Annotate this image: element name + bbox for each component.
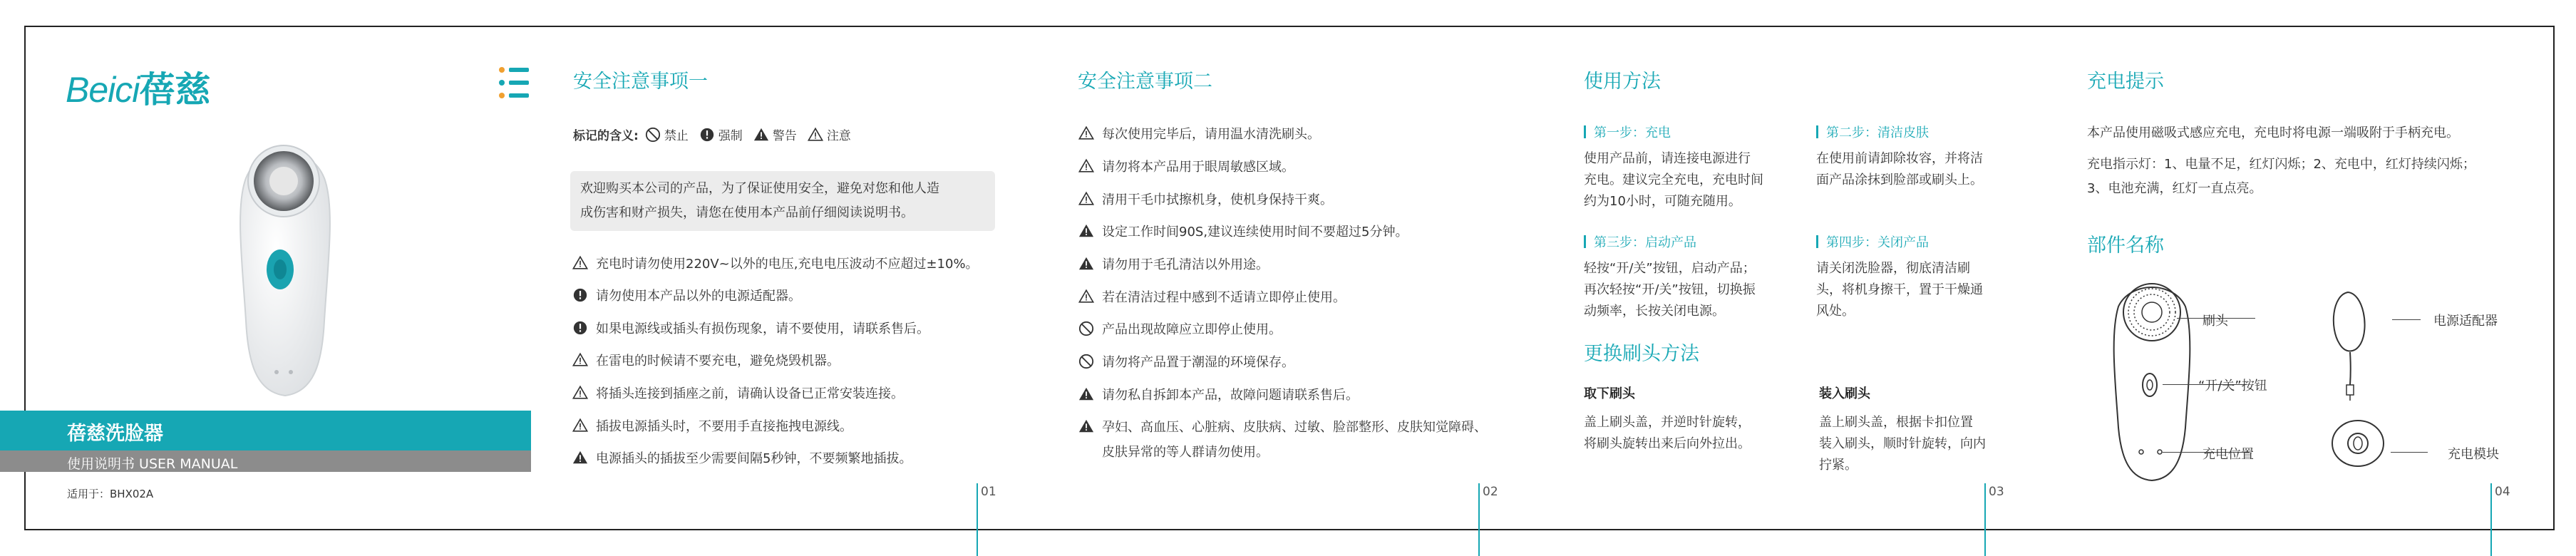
safety1-title: 安全注意事项一 (573, 71, 708, 93)
warning-filled-icon (753, 127, 770, 143)
remove-line: 盖上刷头盖，并逆时针旋转， (1584, 415, 1751, 430)
adapter-diagram (2327, 285, 2391, 406)
item-text: 设定工作时间90S,建议连续使用时间不要超过5分钟。 (1102, 225, 1408, 240)
item-text: 在雷电的时候请不要充电，避免烧毁机器。 (596, 354, 840, 369)
page-marker-line (1478, 483, 1480, 556)
step-line: 约为10小时，可随充随用。 (1584, 194, 1741, 209)
warning-filled-icon (1078, 386, 1095, 402)
safety-item (572, 351, 840, 369)
prohibit-icon (1078, 354, 1095, 369)
step-label: 第四步：关闭产品 (1826, 235, 1929, 250)
item-text: 充电时请勿使用220V~以外的电压,充电电压波动不应超过±10%。 (596, 257, 979, 272)
safety-item (1078, 385, 1359, 403)
safety2-title: 安全注意事项二 (1078, 71, 1212, 93)
page-marker-line (977, 483, 978, 556)
step-bar (1584, 235, 1586, 248)
caution-icon (572, 385, 589, 401)
part-charge-module: 充电模块 (2448, 447, 2499, 462)
page-number: 04 (2495, 485, 2510, 499)
brand-latin: Beici (66, 70, 140, 110)
step-text (1584, 148, 1763, 212)
step-label: 第三步：启动产品 (1594, 235, 1696, 250)
step-bar (1584, 125, 1586, 138)
item-text: 皮肤异常的等人群请勿使用。 (1102, 445, 1269, 460)
step-label: 第二步：清洁皮肤 (1826, 125, 1929, 140)
safety-item (1078, 190, 1333, 208)
warning-filled-icon (572, 450, 589, 465)
safety-item (1078, 222, 1408, 240)
part-charge-position: 充电位置 (2203, 447, 2254, 462)
charging-line: 3、电池充满，红灯一直点亮。 (2087, 181, 2262, 196)
charging-line: 充电指示灯：1、电量不足，红灯闪烁；2、充电中，红灯持续闪烁； (2087, 157, 2475, 172)
step-line: 充电。建议完全充电，充电时间 (1584, 173, 1763, 187)
item-text: 产品出现故障应立即停止使用。 (1102, 322, 1282, 337)
prohibit-icon (644, 127, 661, 143)
item-text: 孕妇、高血压、心脏病、皮肤病、过敏、脸部整形、皮肤知觉障碍、 (1102, 420, 1487, 435)
safety-item (572, 254, 979, 272)
step-line: 使用产品前，请连接电源进行 (1584, 151, 1751, 166)
prohibit-icon (1078, 321, 1095, 336)
charging-line: 本产品使用磁吸式感应充电，充电时将电源一端吸附于手柄充电。 (2087, 125, 2459, 140)
intro-line: 成伤害和财产损失，请您在使用本产品前仔细阅读说明书。 (580, 205, 914, 220)
page-marker-line (2490, 483, 2492, 556)
manual-label: 使用说明书 USER MANUAL (67, 456, 238, 472)
step-2 (1816, 123, 2030, 215)
item-text: 清用干毛巾拭擦机身，使机身保持干爽。 (1102, 192, 1333, 207)
item-text: 将插头连接到插座之前，请确认设备已正常安装连接。 (596, 386, 904, 401)
intro-line: 欢迎购买本公司的产品，为了保证使用安全，避免对您和他人造 (580, 181, 939, 196)
step-line: 轻按“开/关”按钮，启动产品； (1584, 261, 1756, 276)
item-text: 插拔电源插头时，不要用手直接拖拽电源线。 (596, 419, 852, 434)
product-illustration (214, 135, 356, 406)
safety-item (572, 383, 904, 402)
charge-module-diagram (2327, 413, 2391, 478)
warning-filled-icon (1078, 418, 1095, 434)
remove-line: 将刷头旋转出来后向外拉出。 (1584, 436, 1751, 451)
mandatory-icon (572, 320, 589, 336)
model-line: 适用于：BHX02A (67, 488, 154, 500)
legend-text: 强制 (718, 129, 743, 143)
page-number: 02 (1483, 485, 1498, 499)
item-text: 请勿将本产品用于眼周敏感区域。 (1102, 160, 1294, 175)
safety-item (1078, 254, 1269, 273)
caution-icon (572, 352, 589, 368)
safety-item (572, 286, 801, 304)
step-line: 动频率，长按关闭电源。 (1584, 304, 1725, 319)
section-marker-icon (498, 66, 530, 100)
item-text: 每次使用完毕后，请用温水清洗刷头。 (1102, 127, 1320, 142)
caution-icon (807, 127, 824, 143)
legend-text: 警告 (772, 129, 797, 143)
usage-panel (1581, 0, 2037, 556)
intro-box (570, 171, 995, 231)
brand-cn: 蓓慈 (139, 69, 211, 110)
install-line: 装入刷头，顺时针旋转，向内 (1819, 436, 1986, 451)
leader-line (2391, 452, 2428, 453)
safety-item (1078, 352, 1294, 371)
item-text: 请勿使用本产品以外的电源适配器。 (596, 289, 801, 304)
step-line: 头，将机身擦干，置于干燥通 (1816, 282, 1983, 297)
safety-item (1078, 287, 1346, 306)
caution-icon (1078, 289, 1095, 304)
item-text: 若在清洁过程中感到不适请立即停止使用。 (1102, 290, 1346, 305)
step-3 (1584, 232, 1798, 325)
legend-row (573, 125, 851, 143)
part-power-button: “开/关”按钮 (2198, 379, 2267, 393)
step-4 (1816, 232, 2030, 325)
install-line: 盖上刷头盖，根据卡扣位置 (1819, 415, 1973, 430)
part-brush-head: 刷头 (2203, 314, 2228, 329)
caution-icon (1078, 125, 1095, 141)
parts-title: 部件名称 (2087, 235, 2164, 257)
step-text (1816, 148, 1983, 191)
safety-item (572, 319, 929, 337)
safety-item (1078, 417, 1487, 436)
safety-item-continuation (1102, 442, 1269, 460)
cover-subtitle-band (0, 451, 531, 472)
step-text (1584, 258, 1756, 322)
caution-icon (1078, 191, 1095, 207)
mandatory-icon (699, 127, 716, 143)
safety-item (572, 416, 852, 435)
page-number: 01 (981, 485, 996, 499)
caution-icon (572, 418, 589, 433)
safety-item (1078, 319, 1282, 338)
brand-logo (66, 61, 210, 113)
mandatory-icon (572, 287, 589, 303)
install-title: 装入刷头 (1819, 386, 1870, 401)
step-bar (1816, 125, 1818, 138)
step-bar (1816, 235, 1818, 248)
page-number: 03 (1989, 485, 2004, 499)
charging-title: 充电提示 (2087, 71, 2164, 93)
cover-title-band (0, 411, 531, 451)
cover-panel (0, 0, 531, 556)
warning-filled-icon (1078, 223, 1095, 239)
install-text (1819, 412, 1986, 476)
safety-item (572, 448, 912, 467)
step-line: 请关闭洗脸器，彻底清洁刷 (1816, 261, 1970, 276)
step-1 (1584, 123, 1798, 215)
item-text: 请勿用于毛孔清洁以外用途。 (1102, 257, 1269, 272)
replace-title: 更换刷头方法 (1584, 343, 1699, 365)
remove-title: 取下刷头 (1584, 386, 1635, 401)
safety-item (1078, 124, 1320, 143)
step-line: 再次轻按“开/关”按钮，切换振 (1584, 282, 1756, 297)
caution-icon (1078, 158, 1095, 174)
legend-text: 注意 (826, 129, 851, 143)
step-label: 第一步：充电 (1594, 125, 1671, 140)
install-line: 拧紧。 (1819, 458, 1858, 473)
step-line: 面产品涂抹到脸部或刷头上。 (1816, 173, 1983, 187)
remove-text (1584, 412, 1751, 455)
safety1-panel (570, 0, 1026, 556)
leader-line (2392, 319, 2421, 320)
safety-item (1078, 157, 1294, 175)
item-text: 如果电源线或插头有损伤现象，请不要使用，请联系售后。 (596, 321, 929, 336)
legend-label: 标记的含义: (573, 129, 639, 143)
page-marker-line (1984, 483, 1986, 556)
warning-filled-icon (1078, 256, 1095, 272)
product-name: 蓓慈洗脸器 (67, 423, 163, 445)
step-text (1816, 258, 1983, 322)
usage-title: 使用方法 (1584, 71, 1661, 93)
part-adapter: 电源适配器 (2433, 314, 2498, 329)
caution-icon (572, 255, 589, 271)
step-line: 在使用前请卸除妆容，并将洁 (1816, 151, 1983, 166)
charging-panel (2084, 0, 2555, 556)
legend-text: 禁止 (664, 129, 689, 143)
safety2-panel (1075, 0, 1531, 556)
item-text: 电源插头的插拔至少需要间隔5秒钟，不要频繁地插拔。 (596, 451, 912, 466)
item-text: 请勿将产品置于潮湿的环境保存。 (1102, 355, 1294, 370)
step-line: 风处。 (1816, 304, 1855, 319)
item-text: 请勿私自拆卸本产品，故障问题请联系售后。 (1102, 388, 1359, 403)
charging-text (2087, 121, 2475, 201)
